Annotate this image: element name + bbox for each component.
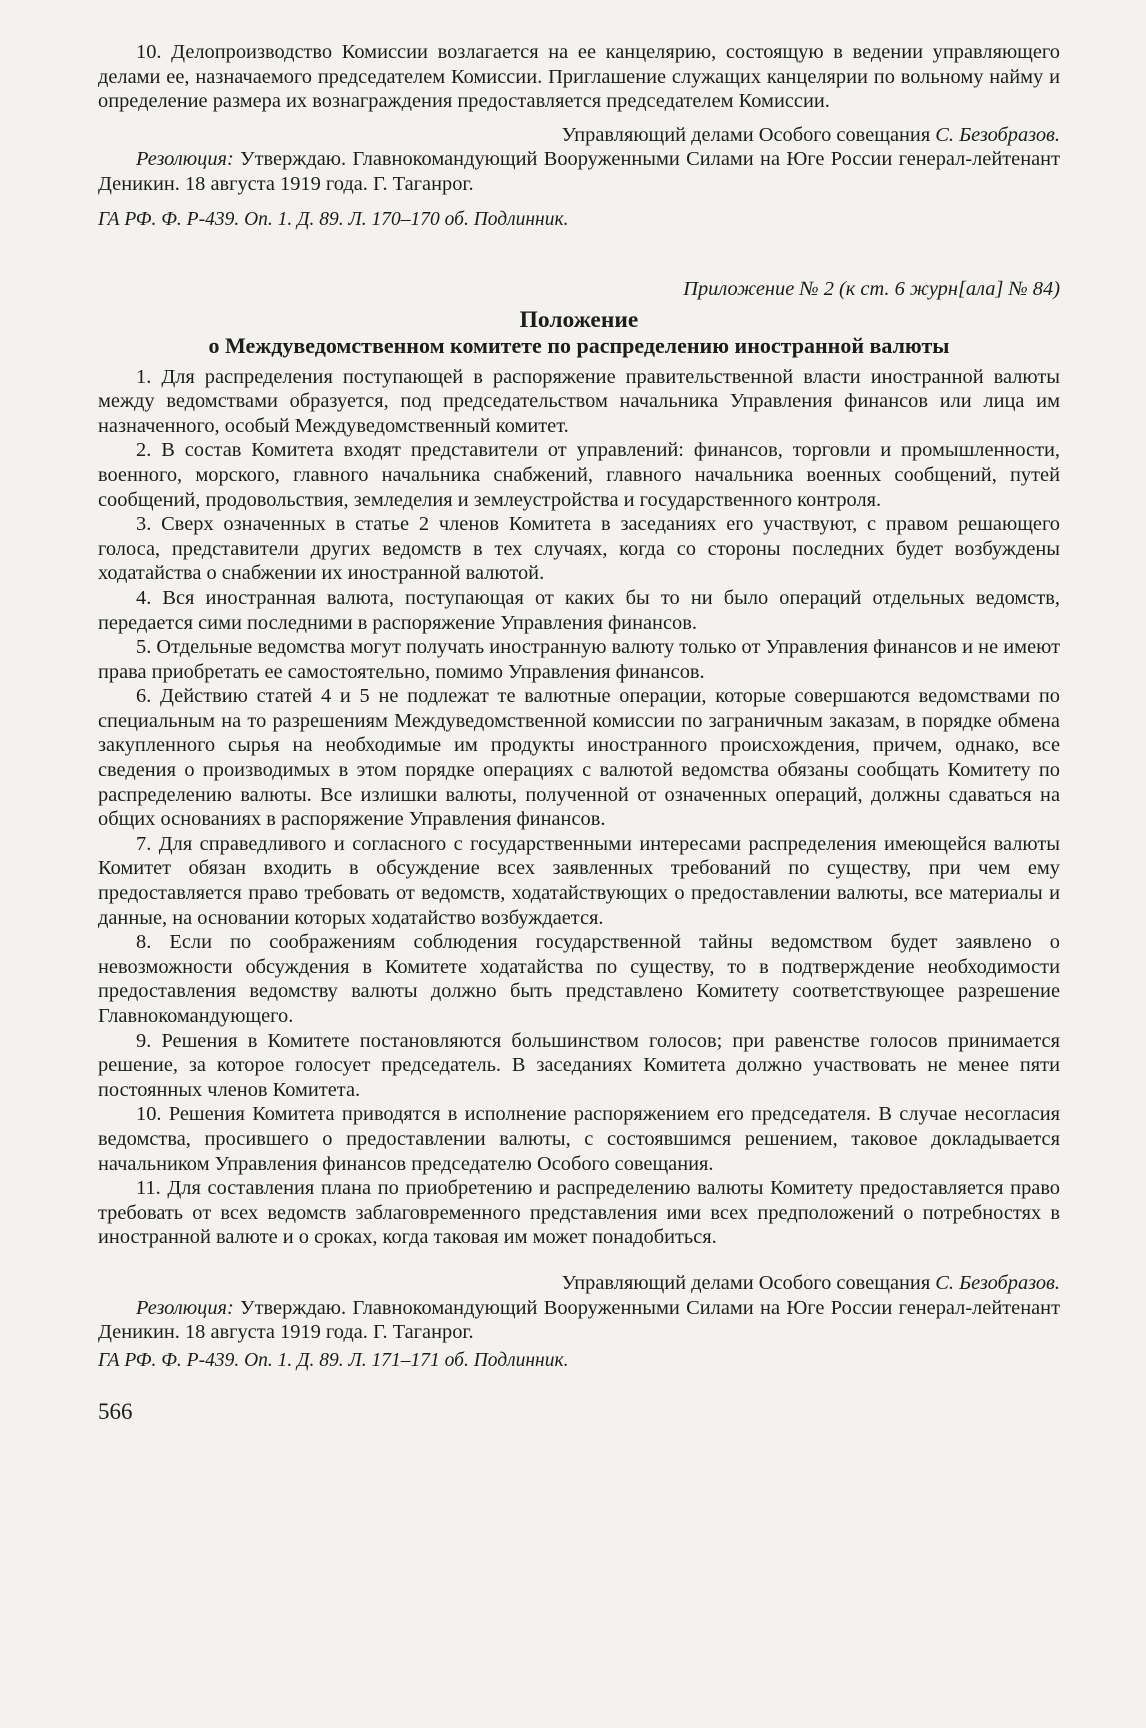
page-number: 566 (98, 1398, 133, 1424)
bottom-signature-name: С. Безобразов. (935, 1271, 1060, 1294)
bottom-archive-source: ГА РФ. Ф. Р-439. Оп. 1. Д. 89. Л. 171–171 об. Подлинник. (98, 1349, 569, 1371)
top-resolution-text: Утверждаю. Главнокомандующий Вооруженными Силами на Юге России генерал-лейтенант Деникин. 18 августа 1919 года. Г. Таганрог. (98, 148, 1060, 195)
bottom-signature (98, 1271, 1060, 1296)
regulation-item: 10. Решения Комитета приводятся в исполнение распоряжением его председателя. В случае несогласия ведомства, просившего о предоставлении валюты, с состоявшимся решением, таковое докладывается начальником Управления финансов председателю Особого совещания. (98, 1103, 1060, 1175)
top-resolution-label: Резолюция: (136, 148, 234, 171)
regulation-item: 9. Решения в Комитете постановляются большинством голосов; при равенстве голосов принимается решение, за которое голосует председатель. В заседаниях Комитета должно участвовать не менее пяти постоянных членов Комитета. (98, 1029, 1060, 1101)
regulation-item: 1. Для распределения поступающей в распоряжение правительственной власти иностранной валюты между ведомствами образуется, под председательством начальника Управления финансов или лица им назначенного, особый Междуведомственный комитет. (98, 365, 1060, 437)
regulation-item: 11. Для составления плана по приобретению и распределению валюты Комитету предоставляется право требовать от всех ведомств заблаговременного представления ими всех предположений о потребностях в иностранной валюте и о сроках, когда таковая им может понадобиться. (98, 1177, 1060, 1249)
top-signature (98, 123, 1060, 148)
top-archive-source: ГА РФ. Ф. Р-439. Оп. 1. Д. 89. Л. 170–170 об. Подлинник. (98, 208, 569, 230)
regulation-items (98, 365, 1060, 1250)
bottom-resolution-text: Утверждаю. Главнокомандующий Вооруженными Силами на Юге России генерал-лейтенант Деникин. 18 августа 1919 года. Г. Таганрог. (98, 1296, 1060, 1344)
regulation-item: 6. Действию статей 4 и 5 не подлежат те валютные операции, которые совершаются ведомствами по специальным на то разрешениям Междуведомственной комиссии по заграничным заказам, в порядке обмена закупленного сырья на необходимые им продукты иностранного происхождения, причем, однако, все сведения о производимых в этом порядке операциях с валютой ведомства обязаны сообщать Комитету по распределению валюты. Все излишки валюты, полученной от означенных операций, должны сдаваться на общих основаниях в распоряжение Управления финансов. (98, 685, 1060, 831)
top-resolution (98, 147, 1060, 196)
document-subtitle: о Междуведомственном комитете по распределению иностранной валюты (208, 332, 950, 358)
document-title: Положение (519, 306, 639, 333)
bottom-resolution-label: Резолюция: (136, 1296, 234, 1319)
regulation-item: 3. Сверх означенных в статье 2 членов Комитета в заседаниях его участвуют, с правом решающего голоса, представители других ведомств в тех случаях, когда со стороны последних будет возбуждены ходатайства о снабжении их иностранной валютой. (98, 513, 1060, 585)
appendix-label: Приложение № 2 (к ст. 6 журн[ала] № 84) (683, 277, 1060, 300)
bottom-resolution (98, 1296, 1060, 1345)
regulation-item: 4. Вся иностранная валюта, поступающая от каких бы то ни было операций отдельных ведомств, передается сими последними в распоряжение Управления финансов. (98, 586, 1060, 634)
regulation-item: 8. Если по соображениям соблюдения государственной тайны ведомством будет заявлено о невозможности обсуждения в Комитете ходатайства по существу, то в подтверждение необходимости предоставления ведомству валюты должно быть представлено Комитету соответствующее разрешение Главнокомандующего. (98, 931, 1060, 1027)
regulation-item: 5. Отдельные ведомства могут получать иностранную валюту только от Управления финансов и не имеют права приобретать ее самостоятельно, помимо Управления финансов. (98, 636, 1060, 683)
regulation-item: 7. Для справедливого и согласного с государственными интересами распределения имеющейся валюты Комитет обязан входить в обсуждение всех заявленных требований по существу, при чем ему предоставляется право требовать от ведомств, ходатайствующих о предоставлении валюты, все материалы и данные, на основании которых ходатайство возбуждается. (98, 832, 1060, 929)
bottom-signature-title: Управляющий делами Особого совещания (561, 1271, 936, 1294)
top-item-10: 10. Делопроизводство Комиссии возлагается на ее канцелярию, состоящую в ведении управляющего делами ее, назначаемого председателем Комиссии. Приглашение служащих канцелярии по вольному найму и определение размера их вознаграждения предоставляется председателем Комиссии. (98, 41, 1060, 113)
regulation-item: 2. В состав Комитета входят представители от управлений: финансов, торговли и промышленности, военного, морского, главного начальника снабжений, главного начальника военных сообщений, путей сообщений, продовольствия, земледелия и землеустройства и государственного контроля. (98, 439, 1060, 511)
top-signature-name: С. Безобразов. (935, 123, 1060, 146)
top-signature-title: Управляющий делами Особого совещания (561, 123, 936, 146)
